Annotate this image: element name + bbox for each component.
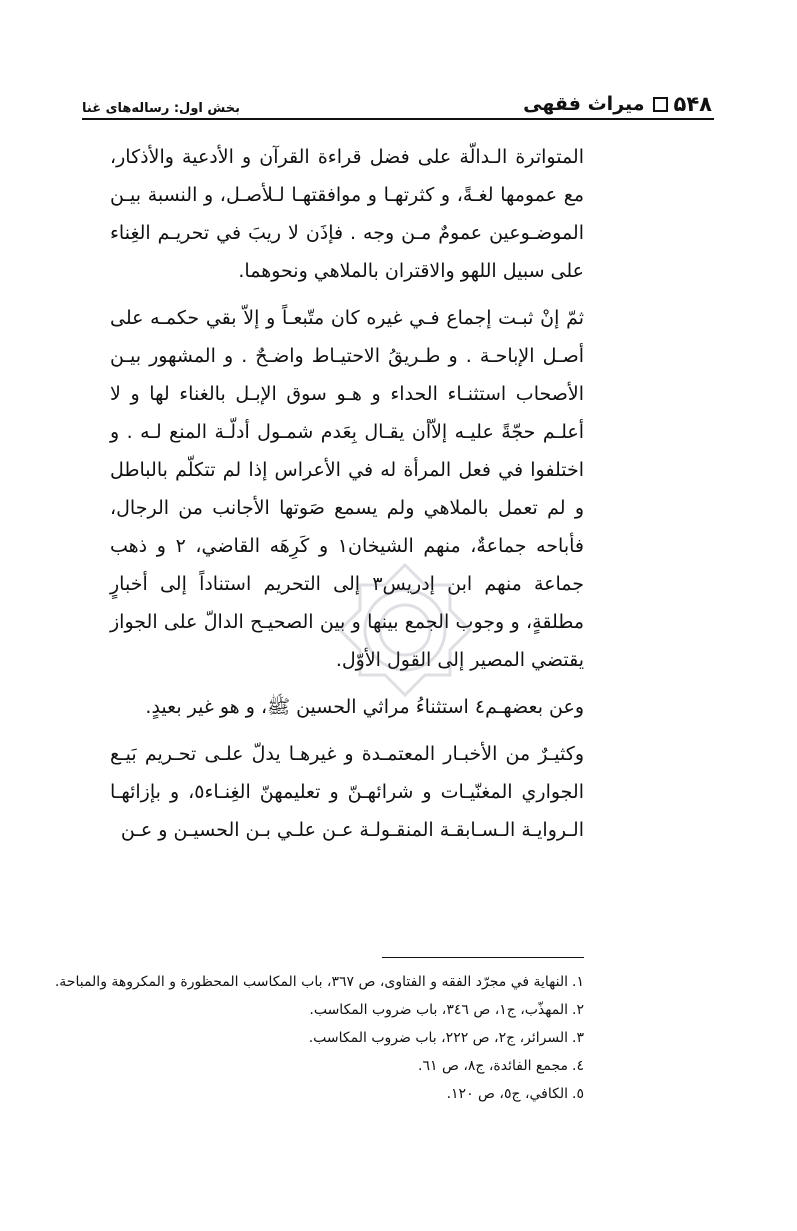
footnote-text: مجمع الفائدة، ج٨، ص ٦١. — [418, 1058, 569, 1074]
footnotes — [54, 968, 584, 1108]
paragraph: المتواترة الـدالّة على فضل قراءة القرآن و الأدعية والأذكار، مع عمومها لغـةً، و كثرتهـا و موافقتهـا لـلأصـل، و النسبة بيـن الموضـوعين عمومٌ مـن وجه . فإذَن لا ريبَ في تحريـم الغِناء على سبيل اللهو والاقتران بالملاهي ونحوهما. — [110, 146, 584, 282]
book-title: میراث فقهی — [523, 93, 645, 115]
paragraph: ثمّ إنْ ثبـت إجماع فـي غيره كان متّبعـاً و إلاّ بقي حكمـه على أصـل الإباحـة . و طـريقُ الاحتيـاط واضـحٌ . و المشهور بيـن الأصحاب استثنـاء الحداء و هـو سوق الإبـل بالغناء لها و لا أعلـم حجّةً عليـه إلاّأن يقـال بِعَدم شمـول أدلّـة المنع لـه . و اختلفوا في فعل المرأة له في الأعراس إذا لم تتكلّم بالباطل و لم تعمل بالملاهي ولم يسمع صَوتها الأجانب من الرجال، فأباحه جماعةٌ، منهم الشيخان١ و كَرِهَه القاضي، ٢ و ذهب جماعة منهم ابن إدريس٣ إلى التحريم استناداً إلى أخبارٍ مطلقةٍ، و وجوب الجمع بينها و بين الصحيـح الدالّ على الجواز يقتضي المصير إلى القول الأوّل. — [110, 307, 585, 671]
section-title: بخش اول: رساله‌های غنا — [82, 101, 241, 116]
seal-watermark-icon — [330, 555, 480, 705]
footnote — [118, 1080, 584, 1108]
paragraph: وكثيـرٌ من الأخبـار المعتمـدة و غيرهـا يدلّ علـى تحـريم بَيـع الجواري المغنّيـات و شرائهـنّ و تعليمهنّ الغِنـاء٥، و بإزائهـا الـروايـة الـسـابقـة المنقـولـة عـن علـي بـن الحسيـن و عـن — [110, 743, 584, 841]
square-separator-icon — [653, 97, 668, 112]
footnote-number: ٢. — [572, 1002, 584, 1018]
footnote-number: ١. — [572, 974, 584, 990]
footnote — [118, 1024, 584, 1052]
footnote-text: الكافي، ج٥، ص ١٢٠. — [446, 1086, 569, 1102]
footnote-divider — [382, 957, 584, 958]
footnote — [54, 968, 584, 996]
footnote-text: المهذّب، ج١، ص ٣٤٦، باب ضروب المكاسب. — [309, 1002, 569, 1018]
body-text — [110, 138, 584, 858]
page-header — [82, 90, 712, 116]
paragraph: وعن بعضهـم٤ استثناءُ مراثي الحسين ﷺ، و هو غير بعيدٍ. — [145, 696, 584, 718]
footnote-text: السرائر، ج٢، ص ٢٢٢، باب ضروب المكاسب. — [308, 1030, 569, 1046]
footnote-text: النهاية في مجرّد الفقه و الفتاوى، ص ٣٦٧، باب المكاسب المحظورة و المكروهة والمباحة. — [54, 974, 569, 990]
footnote-number: ٣. — [572, 1030, 584, 1046]
footnote-number: ٤. — [572, 1058, 584, 1074]
footnote — [118, 1052, 584, 1080]
page-number: ۵۴۸ — [673, 92, 712, 116]
page-info — [523, 92, 712, 116]
footnote-number: ٥. — [572, 1086, 584, 1102]
footnote — [118, 996, 584, 1024]
header-divider — [82, 118, 714, 120]
